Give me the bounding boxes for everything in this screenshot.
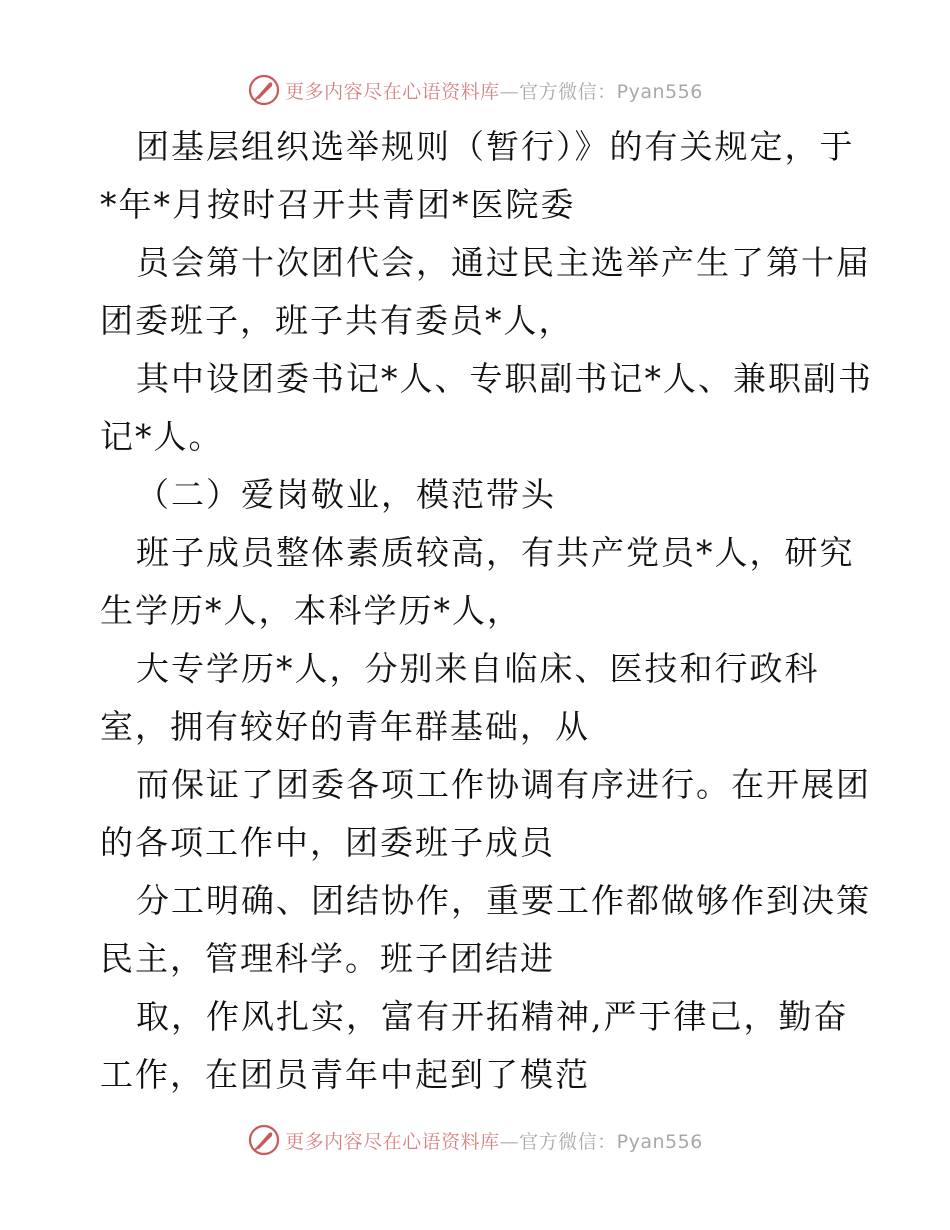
- text-line: 取，作风扎实，富有开拓精神,严于律己，勤奋: [136, 997, 849, 1036]
- text-line: 团基层组织选举规则（暂行）》的有关规定，于: [136, 127, 855, 166]
- text-line: 班子成员整体素质较高，有共产党员*人，研究: [136, 533, 855, 572]
- text-line: *年*月按时召开共青团*医院委: [100, 185, 576, 224]
- text-line: 分工明确、团结协作，重要工作都做够作到决策: [136, 881, 871, 920]
- watermark-tail: 官方微信：Pyan556: [519, 80, 703, 103]
- text-line: （二）爱岗敬业，模范带头: [136, 475, 556, 514]
- watermark-text: [285, 77, 703, 104]
- watermark-text: [285, 1127, 703, 1154]
- text-line: 团委班子，班子共有委员*人，: [100, 301, 574, 340]
- text-line: 员会第十次团代会，通过民主选举产生了第十届: [136, 243, 871, 282]
- document-body: [100, 118, 873, 1104]
- quill-logo-icon: [247, 73, 281, 107]
- header-watermark: [0, 70, 950, 110]
- text-line: 其中设团委书记*人、专职副书记*人、兼职副书: [136, 359, 873, 398]
- text-line: 工作，在团员青年中起到了模范: [100, 1055, 590, 1094]
- watermark-lead: 更多内容尽在心语资料库: [285, 80, 500, 103]
- watermark-lead: 更多内容尽在心语资料库: [285, 1130, 500, 1153]
- quill-logo-icon: [247, 1123, 281, 1157]
- text-line: 记*人。: [100, 417, 224, 456]
- text-line: 的各项工作中，团委班子成员: [100, 823, 555, 862]
- text-line: 而保证了团委各项工作协调有序进行。在开展团: [136, 765, 871, 804]
- text-line: 民主，管理科学。班子团结进: [100, 939, 555, 978]
- footer-watermark: [0, 1120, 950, 1160]
- watermark-dash: —: [499, 80, 520, 103]
- text-line: 室，拥有较好的青年群基础，从: [100, 707, 590, 746]
- watermark-dash: —: [499, 1130, 520, 1153]
- text-line: 生学历*人，本科学历*人，: [100, 591, 522, 630]
- text-line: 大专学历*人，分别来自临床、医技和行政科: [136, 649, 820, 688]
- watermark-tail: 官方微信：Pyan556: [519, 1130, 703, 1153]
